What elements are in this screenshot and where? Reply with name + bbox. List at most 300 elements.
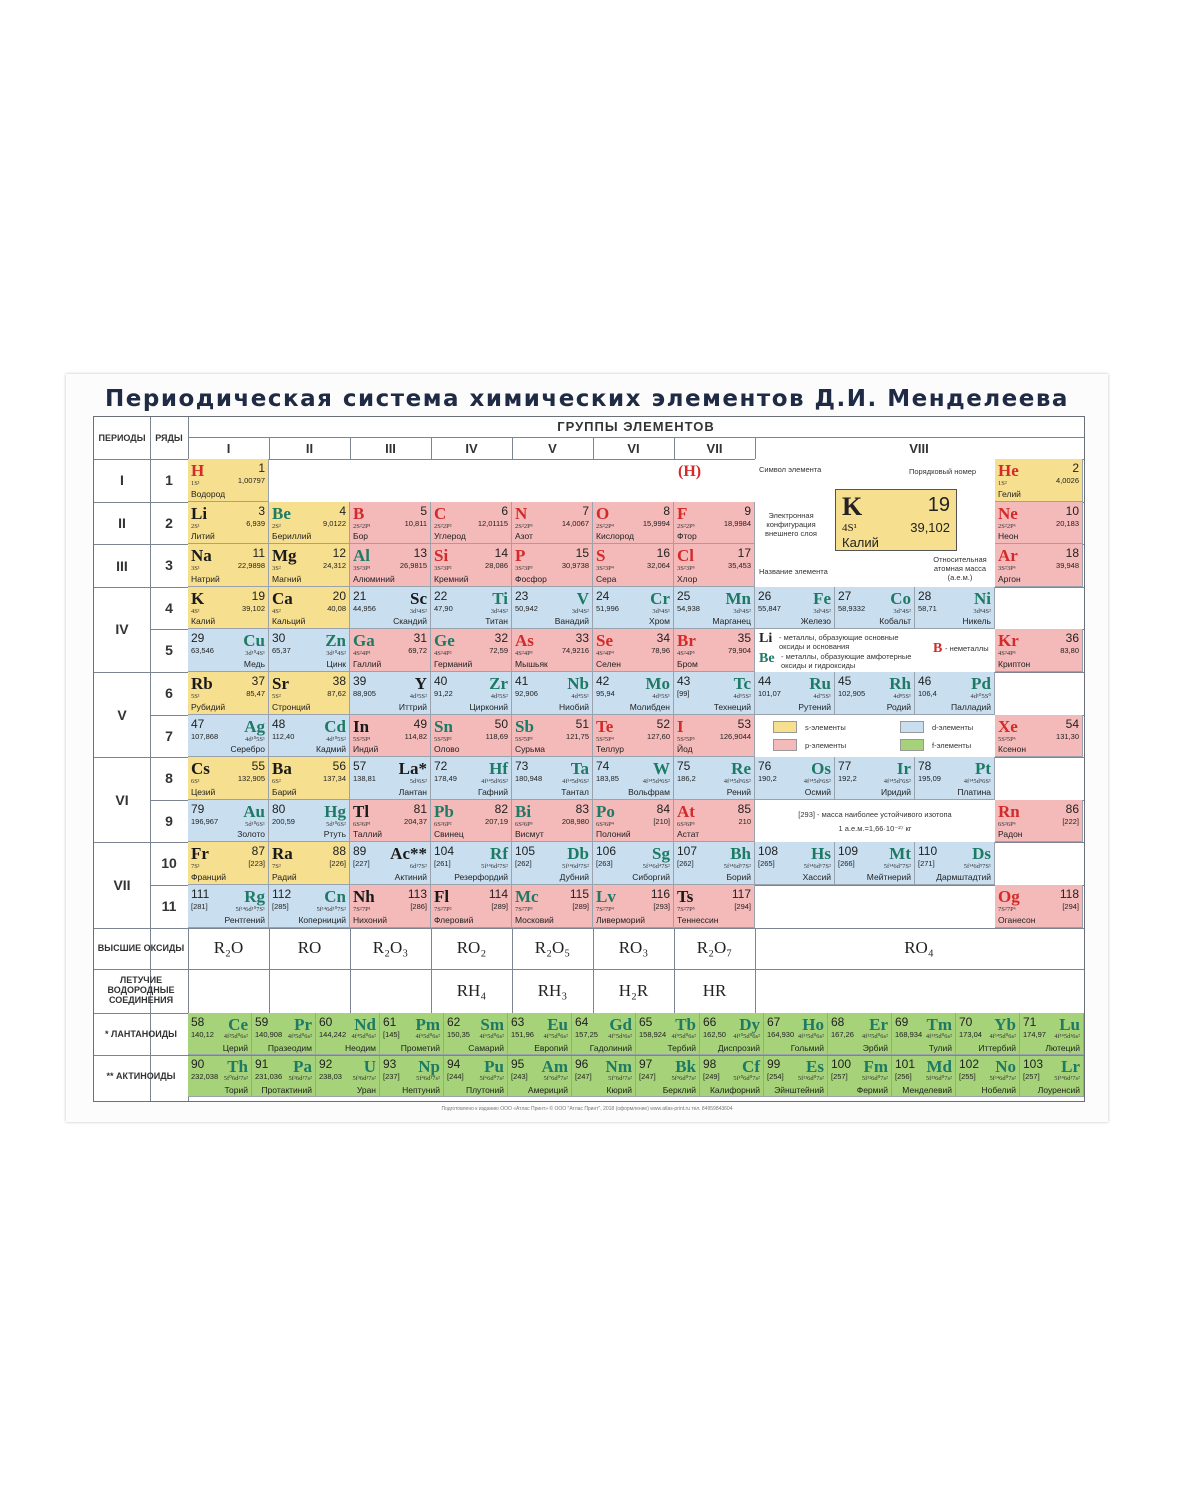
element-name: Дармштадтий bbox=[936, 871, 991, 882]
element-symbol: Y bbox=[414, 674, 427, 693]
element-name: Цинк bbox=[326, 658, 346, 669]
element-Fl bbox=[431, 885, 512, 928]
element-number: 95 bbox=[511, 1056, 525, 1071]
row-label-3: 3 bbox=[165, 557, 173, 574]
element-number: 93 bbox=[383, 1056, 397, 1071]
element-symbol: Cd bbox=[324, 716, 346, 736]
element-Zr bbox=[431, 672, 512, 715]
oxides-label: ВЫСШИЕ ОКСИДЫ bbox=[97, 942, 185, 953]
element-number: 94 bbox=[447, 1056, 461, 1071]
element-number: 30 bbox=[272, 631, 286, 646]
element-mass: [289] bbox=[491, 902, 508, 911]
element-Tm bbox=[892, 1013, 956, 1055]
element-number: 35 bbox=[737, 631, 751, 646]
element-config: 3S²3P⁶ bbox=[998, 565, 1016, 573]
group-label-VIII: VIII bbox=[909, 441, 929, 456]
element-mass: [286] bbox=[410, 902, 427, 911]
period-label-VII: VII bbox=[113, 877, 131, 893]
element-number: 49 bbox=[413, 716, 427, 731]
element-config: 3S¹ bbox=[191, 565, 200, 573]
element-symbol: Na bbox=[191, 546, 212, 566]
element-W bbox=[593, 757, 674, 800]
hydride-formula: HR bbox=[702, 980, 727, 1000]
element-symbol: Tm bbox=[926, 1014, 952, 1034]
element-number: 82 bbox=[494, 801, 508, 816]
element-symbol: Pd bbox=[971, 674, 991, 693]
element-symbol: No bbox=[995, 1056, 1016, 1076]
element-mass: [293] bbox=[653, 902, 670, 911]
element-Ts bbox=[674, 885, 755, 928]
element-symbol: Rh bbox=[889, 674, 911, 693]
element-symbol: Gd bbox=[609, 1014, 632, 1034]
amph-sample: Be bbox=[759, 651, 775, 667]
element-config: 4S²4P⁶ bbox=[998, 650, 1016, 658]
element-name: Кадмий bbox=[316, 744, 346, 755]
element-config: 4f⁹5d⁰6s² bbox=[671, 1032, 696, 1040]
element-Y bbox=[350, 672, 431, 715]
element-mass: 4,0026 bbox=[1056, 476, 1079, 485]
element-Ne bbox=[995, 502, 1083, 545]
legend-label-f: f-элементы bbox=[932, 740, 972, 750]
element-config: 5f¹⁴6d³7S² bbox=[562, 863, 589, 871]
element-Pm bbox=[380, 1013, 444, 1055]
element-name: Неодим bbox=[345, 1042, 376, 1053]
element-mass: 26,9815 bbox=[399, 561, 427, 571]
element-symbol: N bbox=[515, 503, 528, 523]
element-name: Радий bbox=[272, 871, 297, 882]
element-name: Менделевий bbox=[902, 1084, 952, 1095]
element-name: Диспрозий bbox=[717, 1042, 760, 1053]
element-name: Алюминий bbox=[353, 573, 395, 584]
element-mass: [99] bbox=[677, 689, 690, 698]
element-mass: 6,939 bbox=[246, 518, 265, 528]
hydrides-line bbox=[94, 969, 1084, 970]
element-name: Берклий bbox=[662, 1084, 696, 1095]
element-symbol: Nh bbox=[353, 887, 375, 906]
group-divider bbox=[593, 437, 594, 459]
element-name: Рений bbox=[726, 786, 751, 797]
period-label-III: III bbox=[116, 557, 128, 574]
element-name: Флеровий bbox=[434, 914, 474, 925]
element-config: 5S²5P⁵ bbox=[677, 735, 695, 743]
legend-label-s: s-элементы bbox=[805, 722, 846, 732]
element-mass: 151,96 bbox=[511, 1029, 534, 1039]
period-line bbox=[94, 587, 150, 588]
key-number-label: Порядковый номер bbox=[909, 467, 977, 476]
element-mass: [247] bbox=[575, 1071, 592, 1081]
element-number: 26 bbox=[758, 588, 772, 603]
element-mass: [263] bbox=[596, 859, 613, 869]
element-number: 2 bbox=[1072, 461, 1079, 475]
element-Br bbox=[674, 629, 755, 672]
element-name: Фермий bbox=[856, 1084, 888, 1095]
element-symbol: Np bbox=[418, 1056, 440, 1076]
element-mass: [294] bbox=[1062, 902, 1079, 911]
element-number: 5 bbox=[420, 503, 427, 518]
element-name: Натрий bbox=[191, 573, 220, 584]
period-line bbox=[94, 459, 150, 460]
element-mass: 47,90 bbox=[434, 603, 453, 613]
element-name: Литий bbox=[191, 531, 215, 542]
oxide-formula: RO₃ bbox=[618, 937, 649, 957]
element-Mn bbox=[674, 587, 755, 630]
element-name: Стронций bbox=[272, 701, 311, 712]
element-mass: 35,453 bbox=[728, 561, 751, 571]
element-config: 7S²7P³ bbox=[515, 906, 533, 913]
element-symbol: I bbox=[677, 716, 684, 736]
legend-swatch-p bbox=[773, 739, 797, 751]
element-config: 3d¹⁰4S² bbox=[326, 650, 346, 658]
element-name: Магний bbox=[272, 573, 302, 584]
element-mass: 39,102 bbox=[242, 603, 265, 613]
element-number: 77 bbox=[838, 759, 852, 774]
element-Og bbox=[995, 885, 1083, 928]
element-Ge bbox=[431, 629, 512, 672]
element-config: 5f⁶6d⁰7s² bbox=[479, 1074, 504, 1082]
element-Pd bbox=[915, 672, 995, 715]
element-mass: 132,905 bbox=[237, 774, 265, 784]
element-name: Олово bbox=[434, 744, 460, 755]
element-Li bbox=[188, 502, 269, 545]
element-number: 17 bbox=[737, 546, 751, 561]
element-config: 4S² bbox=[272, 607, 281, 615]
element-F bbox=[674, 502, 755, 545]
element-config: 2S²2P² bbox=[434, 522, 452, 530]
element-name: Барий bbox=[272, 786, 297, 797]
element-config: 4f¹²5d⁰6s² bbox=[861, 1032, 888, 1040]
group-label-IV: IV bbox=[465, 441, 478, 456]
element-mass: [237] bbox=[383, 1071, 400, 1081]
element-number: 42 bbox=[596, 674, 610, 688]
key-mass-label: Относительная атомная масса (а.е.м.) bbox=[933, 555, 987, 582]
element-mass: 50,942 bbox=[515, 603, 538, 613]
element-mass: 158,924 bbox=[639, 1029, 667, 1039]
element-symbol: Hg bbox=[324, 801, 346, 821]
element-config: 6S²6P⁴ bbox=[596, 820, 614, 828]
element-name: Америций bbox=[527, 1084, 568, 1095]
element-Yb bbox=[956, 1013, 1020, 1055]
element-symbol: Zr bbox=[489, 674, 508, 693]
element-symbol: Li bbox=[191, 503, 208, 523]
element-number: 6 bbox=[501, 503, 508, 518]
element-name: Тербий bbox=[667, 1042, 696, 1053]
element-mass: [254] bbox=[767, 1071, 784, 1081]
element-Lr bbox=[1020, 1055, 1084, 1097]
element-mass: 39,948 bbox=[1056, 561, 1079, 571]
element-mass: 87,62 bbox=[327, 689, 346, 698]
element-mass: 58,9332 bbox=[838, 603, 866, 613]
group-label-I: I bbox=[226, 441, 231, 456]
row-label-4: 4 bbox=[165, 599, 173, 616]
element-symbol: He bbox=[998, 461, 1019, 480]
element-name: Сера bbox=[596, 573, 617, 584]
element-At bbox=[674, 800, 755, 843]
element-mass: [145] bbox=[383, 1029, 400, 1039]
element-symbol: Lv bbox=[596, 887, 616, 906]
element-config: 3d¹4S² bbox=[409, 607, 427, 615]
actinides-label: ** АКТИНОИДЫ bbox=[106, 1070, 176, 1081]
amu-text: 1 а.е.м.=1,66·10⁻²⁷ кг bbox=[838, 823, 912, 833]
element-P bbox=[512, 544, 593, 587]
element-symbol: Dy bbox=[739, 1014, 760, 1034]
element-name: Калий bbox=[191, 616, 216, 627]
hydrides-label: ЛЕТУЧИЕ ВОДОРОДНЫЕ СОЕДИНЕНИЯ bbox=[107, 974, 175, 1005]
element-name: Актиний bbox=[394, 871, 427, 882]
period-label-IV: IV bbox=[115, 621, 129, 638]
element-number: 61 bbox=[383, 1014, 397, 1029]
nonmetal-text: - неметаллы bbox=[945, 644, 989, 654]
element-name: Оганесон bbox=[998, 914, 1036, 925]
element-Re bbox=[674, 757, 755, 800]
element-mass: 1,00797 bbox=[237, 476, 265, 485]
element-mass: 74,9216 bbox=[561, 646, 589, 656]
element-config: 5f¹⁴6d⁴7S² bbox=[642, 863, 670, 871]
element-mass: 32,064 bbox=[647, 561, 670, 571]
element-number: 19 bbox=[251, 588, 265, 603]
element-O bbox=[593, 502, 674, 545]
element-mass: 131,30 bbox=[1056, 731, 1079, 741]
element-name: Ксенон bbox=[998, 744, 1027, 755]
element-config: 4d⁴5S¹ bbox=[571, 693, 589, 700]
element-number: 74 bbox=[596, 759, 610, 774]
element-Rf bbox=[431, 842, 512, 885]
element-mass: 10,811 bbox=[404, 518, 427, 528]
element-symbol: Pt bbox=[974, 759, 991, 779]
element-name: Индий bbox=[353, 744, 379, 755]
element-symbol: Re bbox=[731, 759, 751, 779]
element-name: Ниобий bbox=[559, 701, 589, 712]
element-number: 1 bbox=[258, 461, 265, 475]
element-number: 105 bbox=[515, 844, 536, 859]
element-config: 6S² bbox=[272, 778, 281, 786]
isotope-text: [293] - масса наиболее устойчивого изотопа bbox=[798, 809, 952, 819]
element-mass: 78,96 bbox=[651, 646, 670, 656]
element-symbol: Ti bbox=[492, 588, 508, 608]
element-mass: 114,82 bbox=[404, 731, 427, 741]
element-symbol: Bh bbox=[730, 844, 751, 864]
element-mass: [223] bbox=[248, 859, 265, 869]
element-name: Висмут bbox=[515, 829, 544, 840]
element-number: 101 bbox=[895, 1056, 916, 1071]
element-symbol: Mo bbox=[645, 674, 670, 693]
element-mass: 95,94 bbox=[596, 689, 615, 698]
element-name: Полоний bbox=[596, 829, 631, 840]
element-number: 87 bbox=[251, 844, 265, 859]
legend-swatch-s bbox=[773, 721, 797, 733]
element-config: 4f⁶5d⁰6s² bbox=[479, 1032, 504, 1040]
metal-notes bbox=[755, 629, 995, 672]
element-number: 22 bbox=[434, 588, 448, 603]
element-mass: [262] bbox=[515, 859, 532, 869]
element-mass: 207,19 bbox=[485, 816, 508, 826]
legend-swatch-d bbox=[900, 721, 924, 733]
element-mass: 208,980 bbox=[561, 816, 589, 826]
element-name: Германий bbox=[434, 658, 473, 669]
element-number: 104 bbox=[434, 844, 455, 859]
element-La bbox=[350, 757, 431, 800]
element-name: Хлор bbox=[677, 573, 698, 584]
period-label-VI: VI bbox=[115, 791, 129, 808]
element-symbol: W bbox=[653, 759, 670, 779]
element-Rb bbox=[188, 672, 269, 715]
element-number: 21 bbox=[353, 588, 367, 603]
element-symbol: Rn bbox=[998, 801, 1020, 821]
groups-header: ГРУППЫ ЭЛЕМЕНТОВ bbox=[557, 419, 715, 434]
element-symbol: Tc bbox=[733, 674, 751, 693]
element-mass: 140,12 bbox=[191, 1029, 214, 1039]
element-symbol: As bbox=[515, 631, 534, 651]
element-config: 3S²3P⁵ bbox=[677, 565, 695, 573]
element-config: 4f¹⁴5d⁰6s² bbox=[989, 1032, 1016, 1040]
rows-header: РЯДЫ bbox=[155, 433, 183, 443]
element-name: Ливерморий bbox=[596, 914, 645, 925]
element-name: Калифорний bbox=[709, 1084, 760, 1095]
element-Al bbox=[350, 544, 431, 587]
element-mass: [265] bbox=[758, 859, 775, 869]
element-number: 50 bbox=[494, 716, 508, 731]
row-label-5: 5 bbox=[165, 642, 173, 659]
element-Ho bbox=[764, 1013, 828, 1055]
element-mass: [257] bbox=[831, 1071, 848, 1081]
element-Po bbox=[593, 800, 674, 843]
element-Lu bbox=[1020, 1013, 1084, 1055]
element-mass: 210 bbox=[738, 816, 751, 826]
element-number: 108 bbox=[758, 844, 779, 859]
element-name: Лютеций bbox=[1045, 1042, 1080, 1053]
element-name: Эрбий bbox=[862, 1042, 888, 1053]
element-Rg bbox=[188, 885, 269, 928]
element-config: 4f¹⁴5d⁶6S² bbox=[803, 778, 831, 786]
element-config: 5f¹²6d⁰7s² bbox=[861, 1074, 888, 1082]
element-mass: [210] bbox=[653, 816, 670, 826]
element-number: 72 bbox=[434, 759, 448, 774]
element-Ce bbox=[188, 1013, 252, 1055]
element-config: 3S²3P² bbox=[434, 565, 452, 573]
element-config: 3d⁶4S² bbox=[813, 607, 831, 615]
element-symbol: Pm bbox=[415, 1014, 440, 1034]
element-number: 44 bbox=[758, 674, 772, 688]
element-symbol: Fe bbox=[813, 588, 831, 608]
element-Tb bbox=[636, 1013, 700, 1055]
element-Ar bbox=[995, 544, 1083, 587]
element-config: 7S² bbox=[272, 863, 281, 871]
element-number: 40 bbox=[434, 674, 448, 688]
element-Er bbox=[828, 1013, 892, 1055]
element-H bbox=[188, 459, 269, 502]
element-config: 4d⁵5S² bbox=[733, 693, 751, 700]
element-Mc bbox=[512, 885, 593, 928]
element-config: 5f¹⁴6d⁷7S² bbox=[883, 863, 911, 871]
element-number: 28 bbox=[918, 588, 932, 603]
element-number: 32 bbox=[494, 631, 508, 646]
element-Cr bbox=[593, 587, 674, 630]
element-mass: 12,01115 bbox=[477, 518, 508, 528]
element-config: 3S²3P³ bbox=[515, 565, 533, 573]
group-divider bbox=[350, 437, 351, 459]
element-name: Бор bbox=[353, 531, 369, 542]
element-name: Кюрий bbox=[606, 1084, 632, 1095]
element-Cf bbox=[700, 1055, 764, 1097]
element-symbol: Ne bbox=[998, 503, 1018, 523]
element-Fm bbox=[828, 1055, 892, 1097]
element-Nm bbox=[572, 1055, 636, 1097]
element-config: 5f¹⁴6d⁰7s² bbox=[989, 1074, 1016, 1082]
element-config: 4d⁸5S¹ bbox=[893, 693, 911, 700]
element-symbol: Os bbox=[811, 759, 831, 779]
element-number: 59 bbox=[255, 1014, 269, 1029]
element-config: 5f¹¹6d⁰7s² bbox=[797, 1074, 824, 1082]
element-name: Тулий bbox=[928, 1042, 952, 1053]
element-number: 99 bbox=[767, 1056, 781, 1071]
element-Ds bbox=[915, 842, 995, 885]
element-mass: 54,938 bbox=[677, 603, 700, 613]
element-Zn bbox=[269, 629, 350, 672]
element-symbol: Th bbox=[227, 1056, 248, 1076]
element-mass: 137,34 bbox=[323, 774, 346, 784]
element-name: Йод bbox=[677, 744, 693, 755]
element-config: 6d¹7S² bbox=[409, 863, 427, 871]
element-config: 4f¹³5d⁰6s² bbox=[925, 1032, 952, 1040]
element-symbol: Pr bbox=[294, 1014, 312, 1034]
element-name: Медь bbox=[243, 658, 265, 669]
element-name: Ртуть bbox=[323, 829, 346, 840]
element-config: 4S²4P³ bbox=[515, 650, 533, 658]
element-mass: 112,40 bbox=[272, 731, 295, 741]
element-mass: 24,312 bbox=[323, 561, 346, 571]
element-config: 5S²5P⁴ bbox=[596, 735, 614, 743]
element-name: Гелий bbox=[998, 488, 1021, 499]
element-config: 4S²4P⁴ bbox=[596, 650, 614, 658]
element-Lv bbox=[593, 885, 674, 928]
element-number: 90 bbox=[191, 1056, 205, 1071]
element-name: Неон bbox=[998, 531, 1019, 542]
element-config: 3d⁷4S² bbox=[893, 607, 911, 615]
element-Pb bbox=[431, 800, 512, 843]
element-number: 9 bbox=[744, 503, 751, 518]
element-mass: 157,25 bbox=[575, 1029, 598, 1039]
element-Na bbox=[188, 544, 269, 587]
element-number: 10 bbox=[1065, 503, 1079, 518]
element-symbol: Fr bbox=[191, 844, 209, 864]
element-number: 16 bbox=[656, 546, 670, 561]
period-line bbox=[94, 842, 150, 843]
element-config: 3d⁵4S² bbox=[733, 607, 751, 615]
element-number: 57 bbox=[353, 759, 367, 774]
element-name: Нобелий bbox=[981, 1084, 1016, 1095]
element-config: 4d¹⁰5S² bbox=[326, 735, 346, 743]
element-mass: 9,0122 bbox=[323, 518, 346, 528]
element-symbol: Pu bbox=[484, 1056, 504, 1076]
element-Ba bbox=[269, 757, 350, 800]
element-number: 38 bbox=[332, 674, 346, 688]
element-config: 4d¹⁰5S¹ bbox=[245, 735, 265, 743]
group-divider bbox=[674, 437, 675, 459]
element-symbol: C bbox=[434, 503, 447, 523]
element-name: Лантан bbox=[398, 786, 427, 797]
element-number: 23 bbox=[515, 588, 529, 603]
element-symbol: Hs bbox=[811, 844, 831, 864]
row-label-2: 2 bbox=[165, 514, 173, 531]
element-config: 4f³5d⁰6s² bbox=[287, 1032, 312, 1040]
element-name: Кальций bbox=[272, 616, 306, 627]
element-number: 11 bbox=[252, 546, 265, 561]
table-frame bbox=[93, 416, 1085, 1102]
element-mass: 63,546 bbox=[191, 646, 214, 656]
period-line bbox=[94, 672, 150, 673]
key-sample-box bbox=[835, 489, 957, 551]
element-symbol: Ni bbox=[974, 588, 991, 608]
element-mass: 58,71 bbox=[918, 603, 937, 613]
